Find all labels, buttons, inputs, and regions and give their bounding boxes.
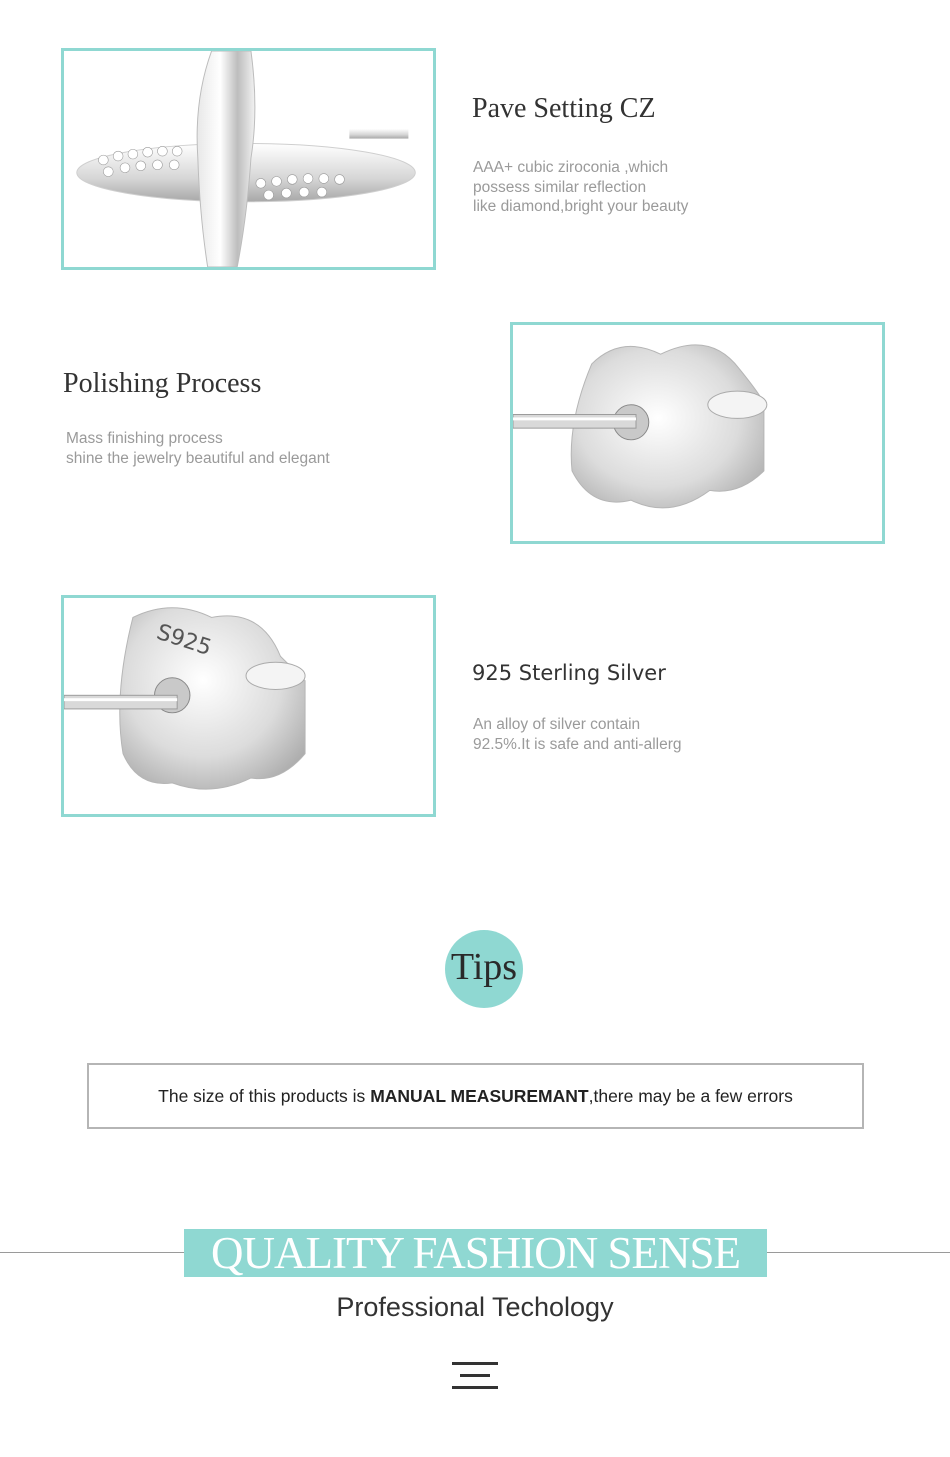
notice-suffix: ,there may be a few errors [588, 1085, 793, 1106]
measurement-notice [87, 1063, 864, 1129]
section-banner-text: QUALITY FASHION SENSE [211, 1229, 740, 1277]
notice-prefix: The size of this products is [158, 1085, 371, 1106]
polishing-image [510, 322, 885, 544]
pave-setting-image [61, 48, 436, 270]
feature-desc-line: 92.5%.It is safe and anti-allerg [473, 735, 682, 753]
feature-desc-line: Mass finishing process [66, 430, 223, 447]
feature-title-pave: Pave Setting CZ [472, 93, 656, 124]
section-banner [184, 1229, 767, 1277]
feature-desc-line: An alloy of silver contain [473, 716, 641, 733]
feature-desc-polishing [66, 429, 330, 468]
tips-badge-label: Tips [450, 946, 518, 988]
feature-title-polishing: Polishing Process [63, 368, 262, 399]
sterling-silver-image [61, 595, 436, 817]
section-subtitle: Professional Techology [336, 1292, 614, 1322]
s925-stamp: S925 [153, 619, 215, 662]
notice-emphasis: MANUAL MEASUREMANT [370, 1085, 589, 1106]
feature-desc-silver [473, 715, 682, 754]
earring-back-illustration [513, 325, 882, 541]
measurement-notice-text [158, 1086, 793, 1107]
feature-desc-line: AAA+ cubic ziroconia ,which [473, 159, 669, 176]
feature-title-silver: 925 Sterling Silver [472, 661, 666, 685]
menu-icon [452, 1362, 498, 1390]
tips-badge [445, 930, 523, 1008]
earring-closeup-illustration [64, 51, 433, 267]
earring-back-stamp-illustration [64, 598, 433, 814]
feature-desc-line: like diamond,bright your beauty [473, 198, 689, 215]
feature-desc-line: shine the jewelry beautiful and elegant [66, 449, 330, 467]
feature-desc-pave [473, 158, 688, 217]
feature-desc-line: possess similar reflection [473, 178, 647, 196]
